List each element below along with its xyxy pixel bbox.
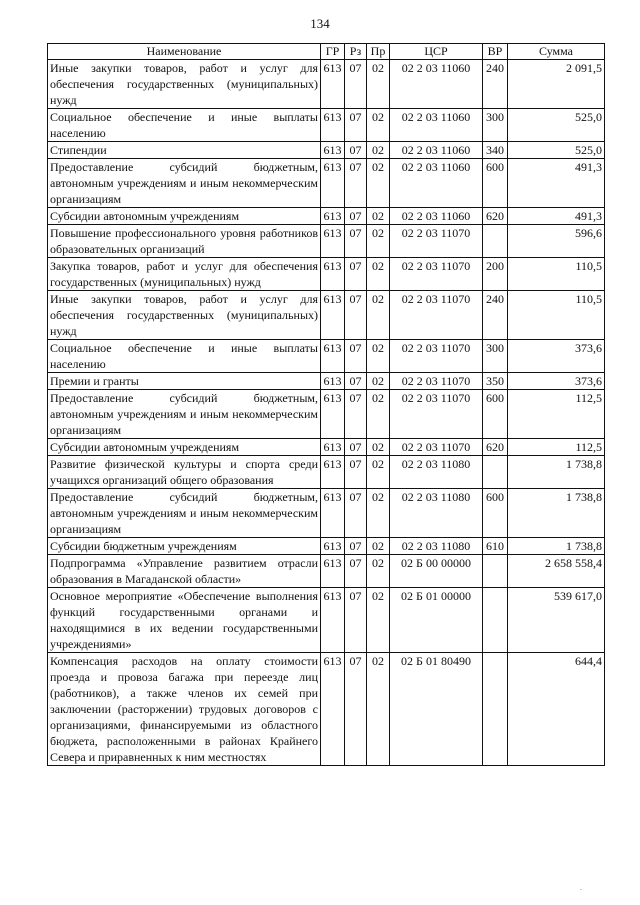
cell-pr: 02 [367,225,390,258]
cell-csr: 02 2 03 11080 [390,489,483,538]
table-row [48,60,605,109]
cell-csr: 02 2 03 11060 [390,159,483,208]
cell-sum: 110,5 [508,258,605,291]
cell-name: Развитие физической культуры и спорта среди учащихся организаций общего образования [48,456,321,489]
cell-vr: 350 [483,373,508,390]
cell-pr: 02 [367,390,390,439]
table-body [48,60,605,766]
cell-gr: 613 [321,555,345,588]
cell-vr [483,653,508,766]
cell-rz: 07 [345,588,367,653]
cell-vr [483,555,508,588]
table-row [48,208,605,225]
cell-rz: 07 [345,291,367,340]
cell-rz: 07 [345,373,367,390]
table-row [48,390,605,439]
cell-name: Субсидии автономным учреждениям [48,439,321,456]
cell-name: Социальное обеспечение и иные выплаты населению [48,340,321,373]
cell-vr: 610 [483,538,508,555]
cell-gr: 613 [321,588,345,653]
cell-rz: 07 [345,555,367,588]
corner-mark: . [580,883,582,892]
cell-rz: 07 [345,439,367,456]
cell-pr: 02 [367,142,390,159]
table-row [48,159,605,208]
cell-name: Стипендии [48,142,321,159]
cell-sum: 1 738,8 [508,489,605,538]
cell-vr: 300 [483,340,508,373]
cell-rz: 07 [345,653,367,766]
cell-csr: 02 2 03 11060 [390,109,483,142]
cell-sum: 644,4 [508,653,605,766]
cell-name: Подпрограмма «Управление развитием отрасли образования в Магаданской области» [48,555,321,588]
cell-rz: 07 [345,489,367,538]
cell-vr: 240 [483,291,508,340]
cell-name: Предоставление субсидий бюджетным, автономным учреждениям и иным некоммерческим организациям [48,489,321,538]
cell-pr: 02 [367,489,390,538]
cell-vr: 200 [483,258,508,291]
header-rz: Рз [345,44,367,60]
cell-vr: 600 [483,159,508,208]
header-name: Наименование [48,44,321,60]
cell-pr: 02 [367,456,390,489]
cell-gr: 613 [321,258,345,291]
cell-name: Премии и гранты [48,373,321,390]
table-row [48,225,605,258]
cell-name: Субсидии автономным учреждениям [48,208,321,225]
cell-rz: 07 [345,340,367,373]
cell-rz: 07 [345,208,367,225]
cell-pr: 02 [367,653,390,766]
cell-vr: 340 [483,142,508,159]
cell-csr: 02 2 03 11070 [390,340,483,373]
header-pr: Пр [367,44,390,60]
cell-gr: 613 [321,373,345,390]
cell-csr: 02 2 03 11060 [390,142,483,159]
cell-gr: 613 [321,390,345,439]
cell-sum: 525,0 [508,109,605,142]
cell-sum: 373,6 [508,373,605,390]
cell-csr: 02 2 03 11070 [390,373,483,390]
cell-vr [483,456,508,489]
cell-pr: 02 [367,258,390,291]
cell-name: Повышение профессионального уровня работников образовательных организаций [48,225,321,258]
cell-rz: 07 [345,60,367,109]
table-row [48,538,605,555]
cell-pr: 02 [367,208,390,225]
cell-gr: 613 [321,489,345,538]
cell-rz: 07 [345,390,367,439]
cell-vr: 620 [483,208,508,225]
cell-rz: 07 [345,142,367,159]
cell-pr: 02 [367,439,390,456]
table-row [48,109,605,142]
cell-pr: 02 [367,538,390,555]
cell-name: Предоставление субсидий бюджетным, автономным учреждениям и иным некоммерческим организациям [48,390,321,439]
cell-gr: 613 [321,109,345,142]
budget-table [47,43,605,766]
cell-sum: 539 617,0 [508,588,605,653]
cell-pr: 02 [367,291,390,340]
cell-name: Основное мероприятие «Обеспечение выполнения функций государственными органами и находящимися в их ведении государственными учреждениями» [48,588,321,653]
cell-gr: 613 [321,291,345,340]
cell-pr: 02 [367,373,390,390]
cell-rz: 07 [345,538,367,555]
table-row [48,340,605,373]
cell-name: Компенсация расходов на оплату стоимости проезда и провоза багажа при переезде лиц (работников), а также членов их семей при заключении (расторжении) трудовых договоров с организациями, финансируемыми из областного бюджета, расположенными в районах Крайнего Севера и приравненных к ним местностях [48,653,321,766]
cell-csr: 02 2 03 11080 [390,538,483,555]
cell-rz: 07 [345,109,367,142]
table-row [48,588,605,653]
cell-name: Иные закупки товаров, работ и услуг для обеспечения государственных (муниципальных) нужд [48,60,321,109]
table-row [48,653,605,766]
cell-name: Субсидии бюджетным учреждениям [48,538,321,555]
cell-sum: 2 091,5 [508,60,605,109]
cell-gr: 613 [321,538,345,555]
cell-name: Иные закупки товаров, работ и услуг для обеспечения государственных (муниципальных) нужд [48,291,321,340]
page-number: 134 [310,16,330,31]
cell-gr: 613 [321,439,345,456]
cell-vr: 600 [483,489,508,538]
cell-gr: 613 [321,60,345,109]
table-row [48,373,605,390]
cell-csr: 02 Б 00 00000 [390,555,483,588]
cell-sum: 525,0 [508,142,605,159]
cell-csr: 02 2 03 11070 [390,258,483,291]
cell-sum: 112,5 [508,390,605,439]
table-row [48,555,605,588]
cell-vr: 620 [483,439,508,456]
cell-pr: 02 [367,340,390,373]
cell-vr: 300 [483,109,508,142]
cell-csr: 02 2 03 11070 [390,225,483,258]
header-sum: Сумма [508,44,605,60]
header-gr: ГР [321,44,345,60]
table-row [48,291,605,340]
cell-csr: 02 Б 01 00000 [390,588,483,653]
cell-vr [483,588,508,653]
cell-vr: 600 [483,390,508,439]
cell-csr: 02 2 03 11070 [390,291,483,340]
cell-sum: 491,3 [508,159,605,208]
table-row [48,489,605,538]
cell-gr: 613 [321,159,345,208]
cell-name: Предоставление субсидий бюджетным, автономным учреждениям и иным некоммерческим организациям [48,159,321,208]
cell-gr: 613 [321,208,345,225]
table-row [48,439,605,456]
cell-name: Социальное обеспечение и иные выплаты населению [48,109,321,142]
cell-rz: 07 [345,456,367,489]
header-csr: ЦСР [390,44,483,60]
table-row [48,258,605,291]
cell-csr: 02 2 03 11070 [390,390,483,439]
cell-sum: 1 738,8 [508,456,605,489]
cell-sum: 110,5 [508,291,605,340]
cell-csr: 02 2 03 11080 [390,456,483,489]
cell-sum: 1 738,8 [508,538,605,555]
cell-pr: 02 [367,159,390,208]
cell-name: Закупка товаров, работ и услуг для обеспечения государственных (муниципальных) нужд [48,258,321,291]
cell-pr: 02 [367,588,390,653]
cell-rz: 07 [345,258,367,291]
cell-rz: 07 [345,159,367,208]
cell-sum: 491,3 [508,208,605,225]
cell-sum: 596,6 [508,225,605,258]
cell-gr: 613 [321,225,345,258]
table-row [48,456,605,489]
cell-csr: 02 Б 01 80490 [390,653,483,766]
cell-csr: 02 2 03 11060 [390,208,483,225]
cell-csr: 02 2 03 11060 [390,60,483,109]
cell-pr: 02 [367,555,390,588]
cell-sum: 112,5 [508,439,605,456]
cell-sum: 2 658 558,4 [508,555,605,588]
cell-gr: 613 [321,340,345,373]
cell-gr: 613 [321,456,345,489]
cell-vr [483,225,508,258]
table-header-row [48,44,605,60]
cell-pr: 02 [367,109,390,142]
cell-csr: 02 2 03 11070 [390,439,483,456]
cell-sum: 373,6 [508,340,605,373]
cell-gr: 613 [321,653,345,766]
cell-rz: 07 [345,225,367,258]
cell-gr: 613 [321,142,345,159]
header-vr: ВР [483,44,508,60]
cell-pr: 02 [367,60,390,109]
table-row [48,142,605,159]
cell-vr: 240 [483,60,508,109]
